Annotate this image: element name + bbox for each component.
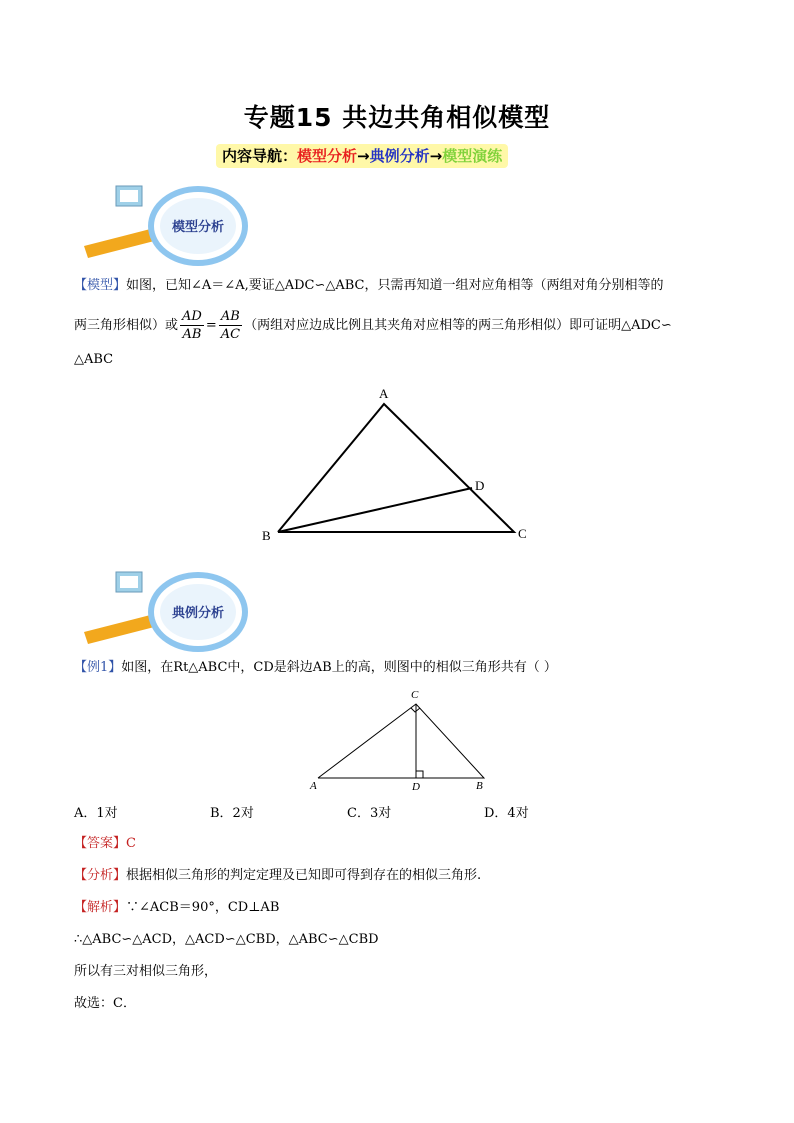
vertex-label-c: C	[518, 526, 527, 541]
triangle-figure-abc-d	[254, 382, 544, 552]
section-badge-model	[80, 180, 270, 266]
solution-line-2: ∴△ABC∽△ACD，△ACD∽△CBD，△ABC∽△CBD	[74, 932, 379, 947]
content-navigation	[216, 144, 508, 168]
option-b: B．2对	[210, 806, 254, 821]
vertex-label-d: D	[412, 781, 420, 793]
option-a: A．1对	[74, 806, 118, 821]
model-line-1	[74, 276, 724, 296]
fraction-ab-ac: $\frac{AB}{AC}$	[220, 309, 241, 342]
example-question	[74, 658, 724, 678]
solution-line-1	[74, 898, 724, 918]
analysis-tag: 【分析】	[74, 868, 127, 883]
solution-text-1: ∵∠ACB＝90°，CD⊥AB	[126, 900, 280, 915]
vertex-label-c: C	[411, 689, 419, 701]
triangle-lines	[278, 404, 514, 532]
fraction-ad-ab: $\frac{AD}{AB}$	[182, 309, 202, 342]
equals-sign: =	[205, 318, 217, 333]
analysis-text: 根据相似三角形的判定定理及已知即可得到存在的相似三角形.	[126, 868, 482, 883]
nav-model-practice: 模型演练	[442, 147, 503, 165]
vertex-label-d: D	[475, 478, 485, 493]
badge-label: 典例分析	[171, 606, 224, 621]
option-c: C．3对	[347, 806, 392, 821]
solution-line-3: 所以有三对相似三角形，	[74, 964, 218, 979]
vertex-label-a: A	[379, 386, 389, 401]
right-triangle-figure	[304, 686, 504, 794]
example-text: 如图，在Rt△ABC中，CD是斜边AB上的高，则图中的相似三角形共有（ ）	[121, 660, 557, 675]
vertex-label-b: B	[476, 780, 483, 792]
option-d: D．4对	[484, 806, 529, 821]
model-line-3: △ABC	[74, 352, 114, 367]
answer-tag: 【答案】	[74, 836, 127, 851]
nav-label: 内容导航：	[222, 147, 298, 165]
model-text-3: （两组对应边成比例且其夹角对应相等的两三角形相似）即可证明△ADC∽	[244, 318, 672, 333]
model-text-1: 如图，已知∠A＝∠A,要证△ADC∽△ABC，只需再知道一组对应角相等（两组对角分别相等的	[126, 278, 664, 293]
model-line-2	[74, 308, 724, 344]
nav-arrow: →	[429, 147, 443, 165]
answer-line	[74, 834, 724, 854]
nav-model-analysis: 模型分析	[297, 147, 358, 165]
triangle-lines	[318, 704, 484, 778]
answer-value: C	[126, 836, 136, 851]
model-tag: 【模型】	[74, 278, 127, 293]
solution-line-4: 故选：C．	[74, 996, 136, 1011]
analysis-line	[74, 866, 724, 886]
example-tag: 【例1】	[74, 660, 122, 675]
model-text-2: 两三角形相似）或	[74, 318, 179, 333]
solution-tag: 【解析】	[74, 900, 127, 915]
nav-arrow: →	[357, 147, 370, 165]
vertex-label-a: A	[310, 780, 317, 792]
right-angle-mark	[416, 771, 423, 778]
nav-example-analysis: 典例分析	[369, 147, 430, 165]
page-title: 专题15 共边共角相似模型	[243, 103, 551, 132]
vertex-label-b: B	[262, 528, 271, 543]
section-badge-example	[80, 566, 270, 652]
badge-label: 模型分析	[171, 220, 224, 235]
